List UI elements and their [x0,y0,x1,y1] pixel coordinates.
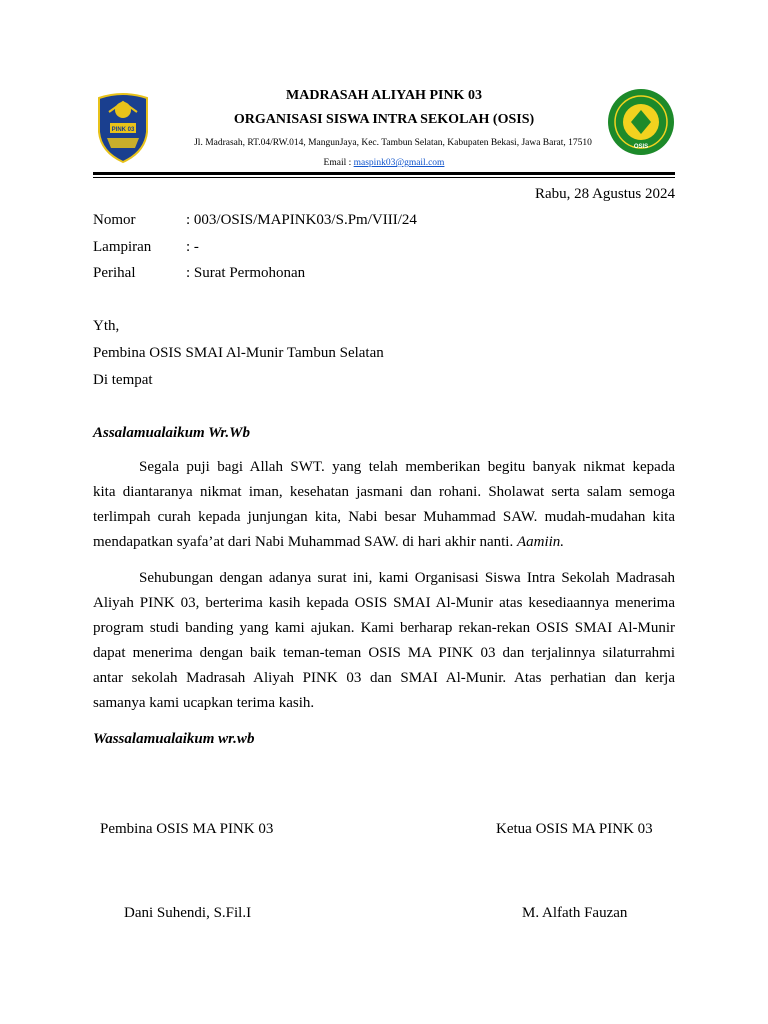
paragraph-1 [93,455,675,555]
email-link[interactable]: maspink03@gmail.com [353,158,445,168]
meta-row-nomor [93,212,417,229]
recipient-name: Pembina OSIS SMAI Al-Munir Tambun Selatan [93,345,384,361]
signature-right-title: Ketua OSIS MA PINK 03 [496,821,653,837]
organization-name: ORGANISASI SISWA INTRA SEKOLAH (OSIS) [233,112,535,127]
paragraph-line: mendapatkan syafa’at dari Nabi Muhammad SAW. di hari akhir nanti. Aamiin. [93,534,565,550]
meta-value: : Surat Permohonan [186,265,306,281]
opening-salutation: Assalamualaikum Wr.Wb [93,425,251,441]
paragraph-2 [93,566,675,716]
meta-label: Perihal [93,265,136,281]
recipient-place: Di tempat [93,372,153,388]
paragraph-line: samanya kami ucapkan terima kasih. [93,695,315,711]
paragraph-line: kita diantaranya nikmat iman, kesehatan jasmani dan rohani. Sholawat serta salam semoga [93,484,675,500]
meta-value: : 003/OSIS/MAPINK03/S.Pm/VIII/24 [186,212,417,228]
paragraph-line: dapat menerima dengan baik teman-teman OSIS MA PINK 03 dan terjalinnya silaturrahmi [93,645,675,661]
paragraph-line: program studi banding yang kami ajukan. Kami berharap rekan-rekan OSIS SMAI Al-Munir [93,620,675,636]
paragraph-line: Sehubungan dengan adanya surat ini, kami Organisasi Siswa Intra Sekolah Madrasah [139,570,675,586]
institution-name: MADRASAH ALIYAH PINK 03 [286,88,482,103]
signature-left-name: Dani Suhendi, S.Fil.I [124,905,252,921]
recipient-greeting: Yth, [93,318,120,334]
email-line [0,158,768,168]
paragraph-line: terlimpah curah kepada junjungan kita, Nabi besar Muhammad SAW. mudah-mudahan kita [93,509,675,525]
closing-emphasis: Aamiin. [516,534,565,550]
signature-left-title: Pembina OSIS MA PINK 03 [100,821,274,837]
address: Jl. Madrasah, RT.04/RW.014, MangunJaya, Kec. Tambun Selatan, Kabupaten Bekasi, Jawa Barat, 17510 [194,138,592,148]
signature-right-name: M. Alfath Fauzan [522,905,628,921]
email-label: Email : [323,158,354,168]
logo-left-text: PINK 03 [111,127,135,133]
header-divider-thin [93,177,675,178]
paragraph-line: antar sekolah Madrasah Aliyah PINK 03 dan SMAI Al-Munir. Atas perhatian dan kerja [93,670,675,686]
meta-value: : - [186,239,199,255]
closing-salutation: Wassalamualaikum wr.wb [93,731,255,747]
letter-date: Rabu, 28 Agustus 2024 [534,186,675,202]
meta-label: Lampiran [93,239,152,255]
meta-row-perihal [93,265,305,282]
header-divider-thick [93,172,675,175]
logo-right-text: OSIS [633,144,649,150]
meta-label: Nomor [93,212,136,228]
paragraph-line: Segala puji bagi Allah SWT. yang telah memberikan begitu banyak nikmat kepada [139,459,675,475]
meta-row-lampiran [93,239,199,256]
paragraph-line: Aliyah PINK 03, berterima kasih kepada OSIS SMAI Al-Munir atas kesediaannya menerima [93,595,675,611]
